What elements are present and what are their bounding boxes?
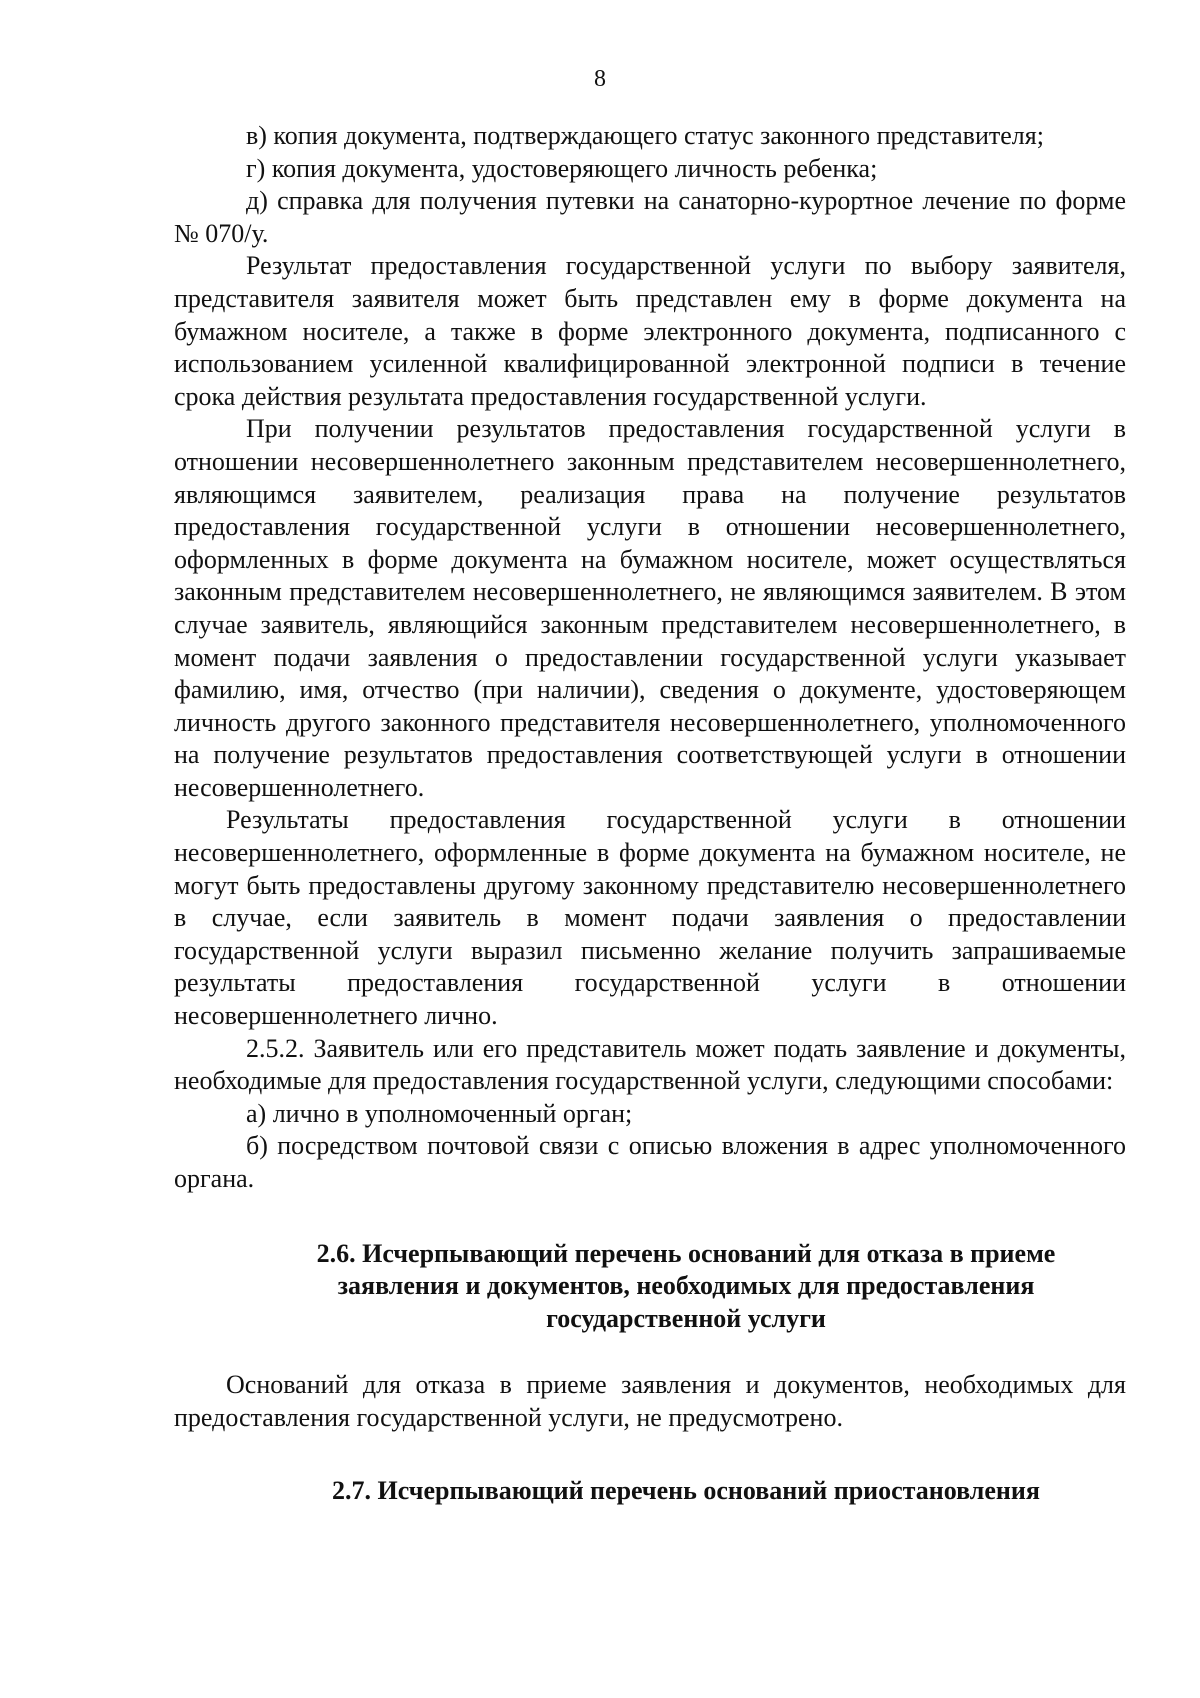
list-item-g: г) копия документа, удостоверяющего личность ребенка; bbox=[246, 153, 878, 183]
list-item-a: а) лично в уполномоченный орган; bbox=[246, 1098, 633, 1128]
paragraph-minor-results: При получении результатов предоставления государственной услуги в отношении несовершеннолетнего законным представителем несовершеннолетнего, являющимся заявителем, реализация права на получение результатов предоставления государственной услуги в отношении несовершеннолетнего, оформленных в форме документа на бумажном носителе, может осуществляться законным представителем несовершеннолетнего, не являющимся заявителем. В этом случае заявитель, являющийся законным представителем несовершеннолетнего, в момент подачи заявления о предоставлении государственной услуги указывает фамилию, имя, отчество (при наличии), сведения о документе, удостоверяющем личность другого законного представителя несовершеннолетнего, уполномоченного на получение результатов предоставления соответствующей услуги в отношении несовершеннолетнего. bbox=[174, 414, 1126, 802]
paragraph-2-5-2: 2.5.2. Заявитель или его представитель может подать заявление и документы, необходимые для предоставления государственной услуги, следующими способами: bbox=[174, 1033, 1126, 1096]
document-body bbox=[174, 120, 1126, 1507]
paragraph-2-6-text: Оснований для отказа в приеме заявления и документов, необходимых для предоставления государственной услуги, не предусмотрено. bbox=[174, 1370, 1126, 1432]
list-item-b: б) посредством почтовой связи с описью вложения в адрес уполномоченного органа. bbox=[174, 1131, 1126, 1193]
list-item-v: в) копия документа, подтверждающего статус законного представителя; bbox=[246, 121, 1044, 150]
list-item-d: д) справка для получения путевки на санаторно-курортное лечение по форме № 070/у. bbox=[174, 186, 1126, 248]
section-heading-2-7: 2.7. Исчерпывающий перечень оснований приостановления bbox=[332, 1475, 1040, 1505]
section-heading-2-6: 2.6. Исчерпывающий перечень оснований для отказа в приеме заявления и документов, необходимых для предоставления государственной услуги bbox=[316, 1238, 1056, 1333]
page-number: 8 bbox=[594, 66, 606, 92]
paragraph-result-form: Результат предоставления государственной услуги по выбору заявителя, представителя заявителя может быть представлен ему в форме документа на бумажном носителе, а также в форме электронного документа, подписанного с использованием усиленной квалифицированной электронной подписи в течение срока действия результата предоставления государственной услуги. bbox=[174, 251, 1126, 411]
paragraph-minor-restriction: Результаты предоставления государственной услуги в отношении несовершеннолетнего, оформленные в форме документа на бумажном носителе, не могут быть предоставлены другому законному представителю несовершеннолетнего в случае, если заявитель в момент подачи заявления о предоставлении государственной услуги выразил письменно желание получить запрашиваемые результаты предоставления государственной услуги в отношении несовершеннолетнего лично. bbox=[174, 805, 1126, 1031]
